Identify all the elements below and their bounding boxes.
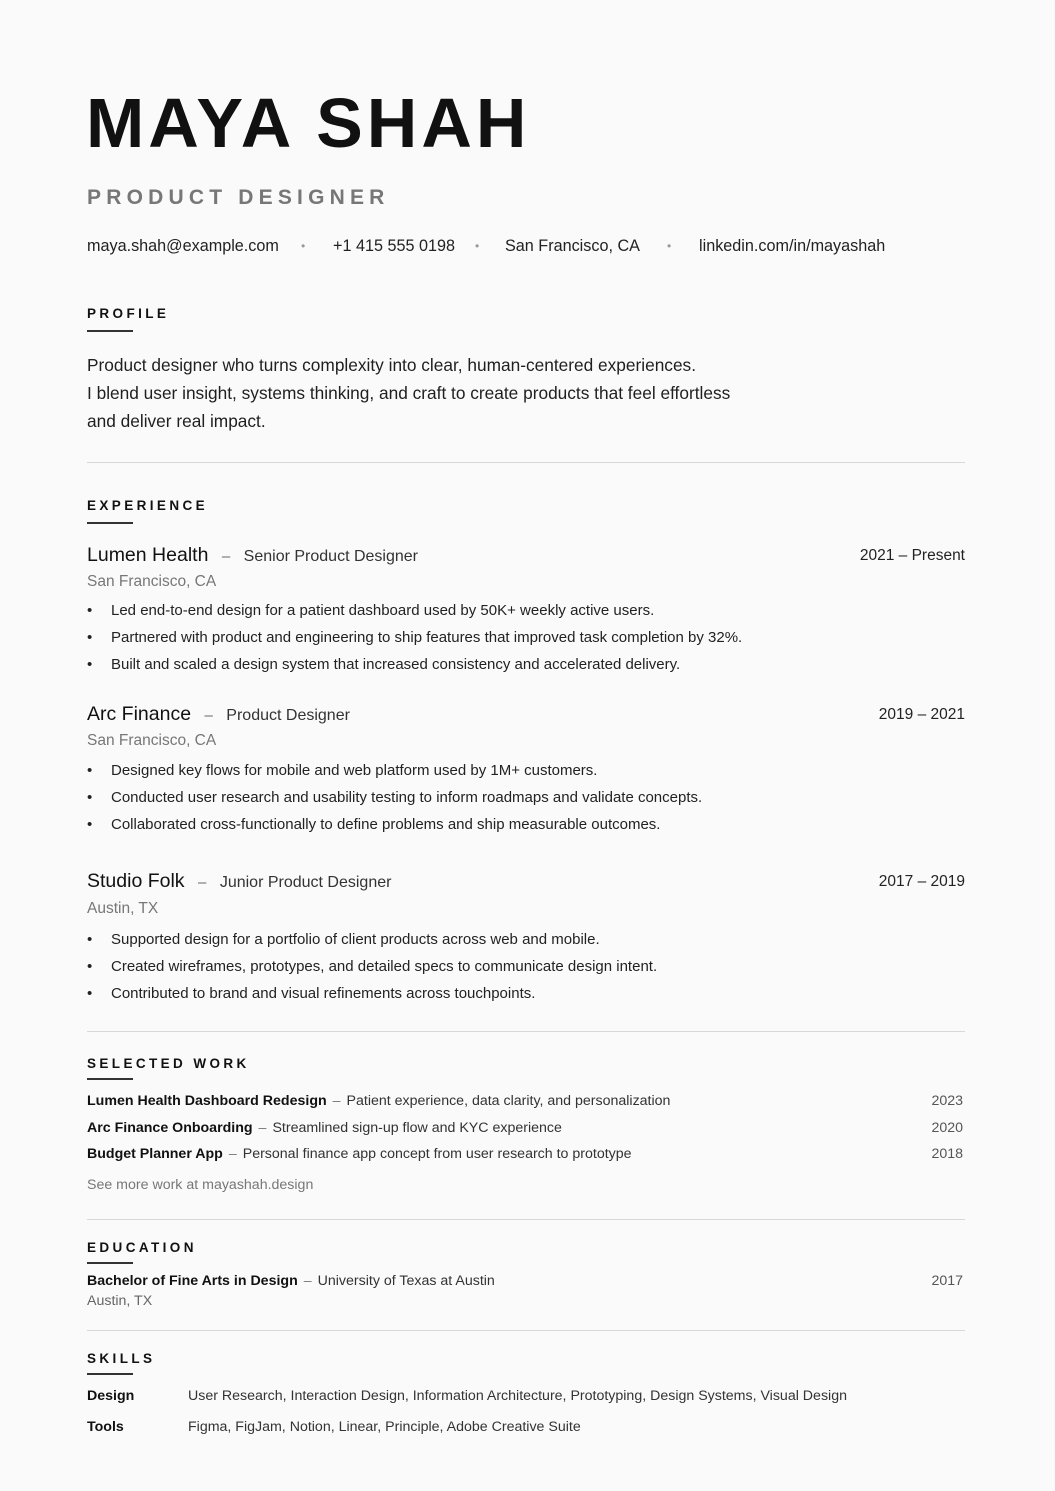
list-item: • Conducted user research and usability testing to inform roadmaps and validate concepts. [87, 785, 907, 812]
skill-row [87, 1384, 963, 1408]
section-underline [87, 1373, 133, 1375]
section-divider [87, 462, 965, 463]
section-divider [87, 1330, 965, 1331]
education-degree: Bachelor of Fine Arts in Design [87, 1273, 298, 1289]
work-item-year: 2023 [931, 1093, 963, 1109]
list-item: • Contributed to brand and visual refinements across touchpoints. [87, 981, 907, 1008]
work-item [87, 1141, 963, 1167]
job-company: Studio Folk [87, 870, 185, 892]
contact-phone[interactable]: +1 415 555 0198 [333, 237, 455, 255]
work-item-name: Lumen Health Dashboard Redesign [87, 1093, 327, 1109]
job-company: Lumen Health [87, 544, 209, 566]
portfolio-link[interactable]: See more work at mayashah.design [87, 1177, 314, 1193]
profile-line: and deliver real impact. [87, 411, 266, 431]
work-item-separator: – [258, 1120, 267, 1136]
work-item [87, 1115, 963, 1141]
skill-label: Tools [87, 1419, 124, 1435]
work-item-name: Arc Finance Onboarding [87, 1120, 253, 1136]
education-separator: – [303, 1273, 312, 1289]
job-dates: 2021 – Present [859, 547, 965, 564]
contact-linkedin[interactable]: linkedin.com/in/mayashah [699, 237, 886, 255]
section-title-experience: EXPERIENCE [87, 498, 209, 513]
skill-value: Figma, FigJam, Notion, Linear, Principle, Adobe Creative Suite [188, 1419, 581, 1435]
work-item-separator: – [332, 1093, 341, 1109]
work-item-description: Personal finance app concept from user research to prototype [242, 1146, 632, 1162]
skill-row [87, 1415, 963, 1439]
job-bullets [87, 758, 907, 838]
contact-email[interactable]: maya.shah@example.com [87, 237, 279, 255]
job-separator: – [198, 874, 207, 891]
profile-line: I blend user insight, systems thinking, and craft to create products that feel effortless [87, 383, 731, 403]
job-header [87, 542, 418, 568]
list-item: • Collaborated cross-functionally to define problems and ship measurable outcomes. [87, 812, 907, 839]
contact-separator: • [667, 239, 672, 253]
job-dates: 2017 – 2019 [878, 873, 965, 890]
work-item-name: Budget Planner App [87, 1146, 223, 1162]
job-location: Austin, TX [87, 900, 159, 917]
section-underline [87, 330, 133, 332]
list-item: • Built and scaled a design system that increased consistency and accelerated delivery. [87, 652, 907, 679]
list-item: • Led end-to-end design for a patient dashboard used by 50K+ weekly active users. [87, 598, 907, 625]
job-header [87, 701, 350, 727]
section-underline [87, 1262, 133, 1264]
job-role-title: PRODUCT DESIGNER [87, 186, 390, 209]
job-company: Arc Finance [87, 703, 192, 725]
education-year: 2017 [931, 1273, 963, 1289]
job-bullets [87, 927, 907, 1007]
job-location: San Francisco, CA [87, 573, 217, 590]
education-item [87, 1269, 963, 1293]
education-location: Austin, TX [87, 1293, 153, 1309]
work-item [87, 1088, 963, 1114]
job-dates: 2019 – 2021 [878, 706, 965, 723]
contact-separator: • [301, 239, 306, 253]
job-location: San Francisco, CA [87, 732, 217, 749]
profile-summary [87, 351, 807, 435]
section-title-selected-work: SELECTED WORK [87, 1056, 250, 1071]
section-divider [87, 1031, 965, 1032]
skill-value: User Research, Interaction Design, Information Architecture, Prototyping, Design Systems, Visual Design [188, 1388, 847, 1404]
job-separator: – [204, 707, 213, 724]
list-item: • Partnered with product and engineering to ship features that improved task completion by 32%. [87, 625, 907, 652]
section-title-education: EDUCATION [87, 1240, 197, 1255]
section-underline [87, 1078, 133, 1080]
job-title: Senior Product Designer [243, 548, 418, 565]
work-item-year: 2018 [931, 1146, 963, 1162]
education-school: University of Texas at Austin [317, 1273, 495, 1289]
work-item-description: Streamlined sign-up flow and KYC experience [272, 1120, 562, 1136]
profile-line: Product designer who turns complexity into clear, human-centered experiences. [87, 355, 697, 375]
skill-label: Design [87, 1388, 135, 1404]
work-item-separator: – [228, 1146, 237, 1162]
list-item: • Created wireframes, prototypes, and detailed specs to communicate design intent. [87, 954, 907, 981]
section-underline [87, 522, 133, 524]
job-separator: – [221, 548, 231, 565]
contact-separator: • [475, 239, 480, 253]
list-item: • Designed key flows for mobile and web platform used by 1M+ customers. [87, 758, 907, 785]
job-bullets [87, 598, 907, 678]
job-title: Product Designer [226, 707, 350, 724]
work-item-description: Patient experience, data clarity, and personalization [346, 1093, 671, 1109]
job-title: Junior Product Designer [219, 874, 392, 891]
section-title-profile: PROFILE [87, 306, 170, 321]
section-title-skills: SKILLS [87, 1351, 156, 1366]
section-divider [87, 1219, 965, 1220]
resume-name: MAYA SHAH [86, 84, 531, 162]
list-item: • Supported design for a portfolio of client products across web and mobile. [87, 927, 907, 954]
job-header [87, 868, 391, 894]
contact-location: San Francisco, CA [505, 237, 640, 255]
work-item-year: 2020 [931, 1120, 963, 1136]
